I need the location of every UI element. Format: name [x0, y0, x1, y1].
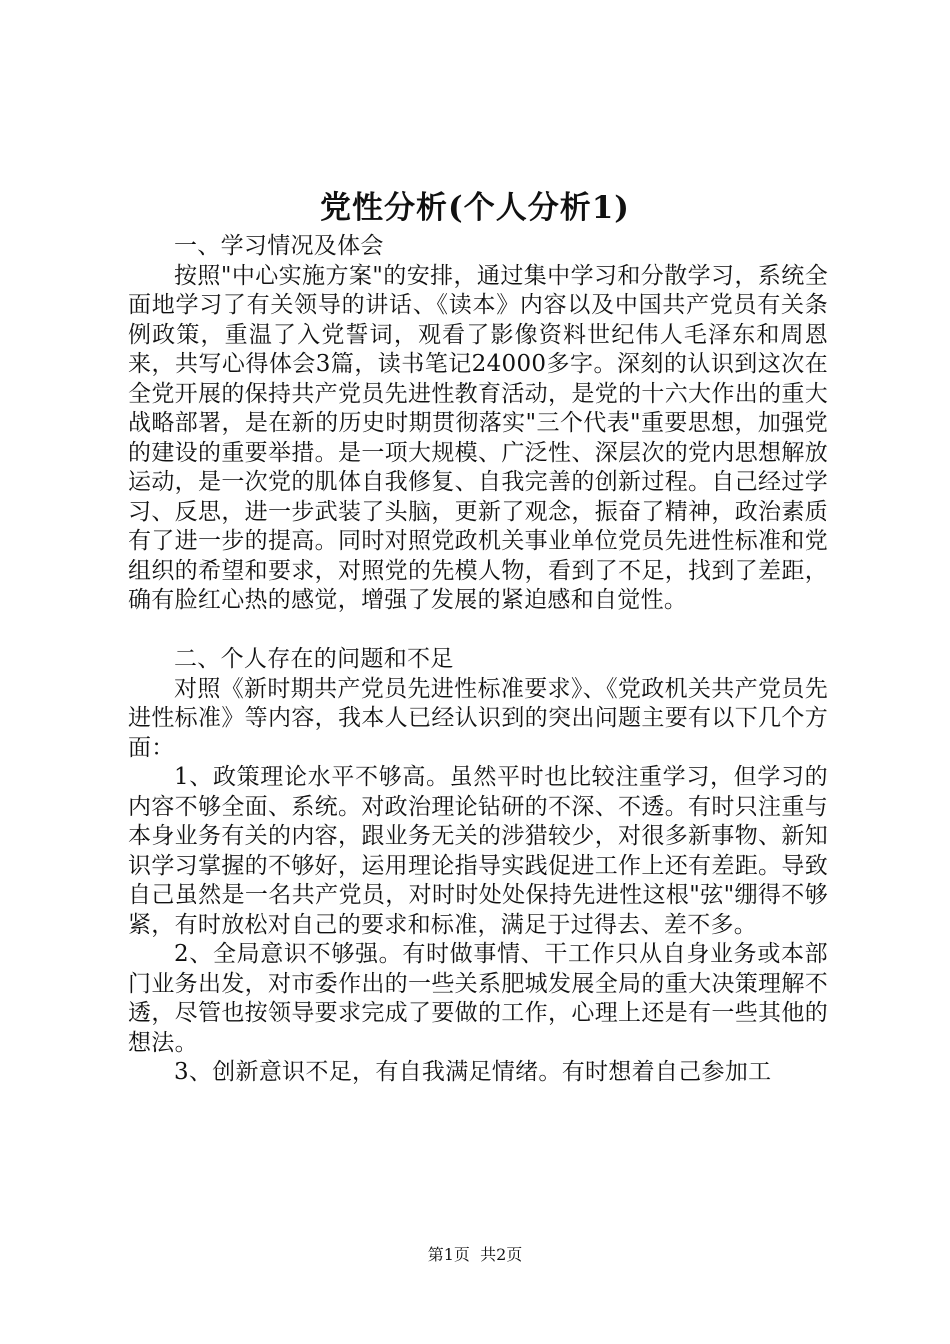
section-intro-2: 对照《新时期共产党员先进性标准要求》、《党政机关共产党员先进性标准》等内容，我本人已经认识到的突出问题主要有以下几个方面：: [128, 675, 828, 761]
section-heading-2: 二、个人存在的问题和不足: [174, 646, 454, 672]
document-body: [128, 232, 828, 1088]
section-heading-1: 一、学习情况及体会: [174, 233, 384, 259]
problem-item-1: 1、政策理论水平不够高。虽然平时也比较注重学习，但学习的内容不够全面、系统。对政治理论钻研的不深、不透。有时只注重与本身业务有关的内容，跟业务无关的涉猎较少，对很多新事物、新知识学习掌握的不够好，运用理论指导实践促进工作上还有差距。导致自己虽然是一名共产党员，对时时处处保持先进性这根"弦"绷得不够紧，有时放松对自己的要求和标准，满足于过得去、差不多。: [128, 764, 828, 938]
problem-item-3: 3、创新意识不足，有自我满足情绪。有时想着自己参加工: [174, 1059, 772, 1085]
page-footer: 第1页 共2页: [427, 1245, 523, 1264]
problem-item-2: 2、全局意识不够强。有时做事情、干工作只从自身业务或本部门业务出发，对市委作出的一些关系肥城发展全局的重大决策理解不透，尽管也按领导要求完成了要做的工作，心理上还是有一些其他的想法。: [128, 941, 828, 1056]
document-title: 党性分析(个人分析1): [320, 190, 630, 226]
paragraph-spacer: [128, 616, 828, 646]
section-paragraph-1: 按照"中心实施方案"的安排，通过集中学习和分散学习，系统全面地学习了有关领导的讲话、《读本》内容以及中国共产党员有关条例政策，重温了入党誓词，观看了影像资料世纪伟人毛泽东和周恩来，共写心得体会3篇，读书笔记24000多字。深刻的认识到这次在全党开展的保持共产党员先进性教育活动，是党的十六大作出的重大战略部署，是在新的历史时期贯彻落实"三个代表"重要思想，加强党的建设的重要举措。是一项大规模、广泛性、深层次的党内思想解放运动，是一次党的肌体自我修复、自我完善的创新过程。自己经过学习、反思，进一步武装了头脑，更新了观念，振奋了精神，政治素质有了进一步的提高。同时对照党政机关事业单位党员先进性标准和党组织的希望和要求，对照党的先模人物，看到了不足，找到了差距，确有脸红心热的感觉，增强了发展的紧迫感和自觉性。: [128, 262, 828, 613]
